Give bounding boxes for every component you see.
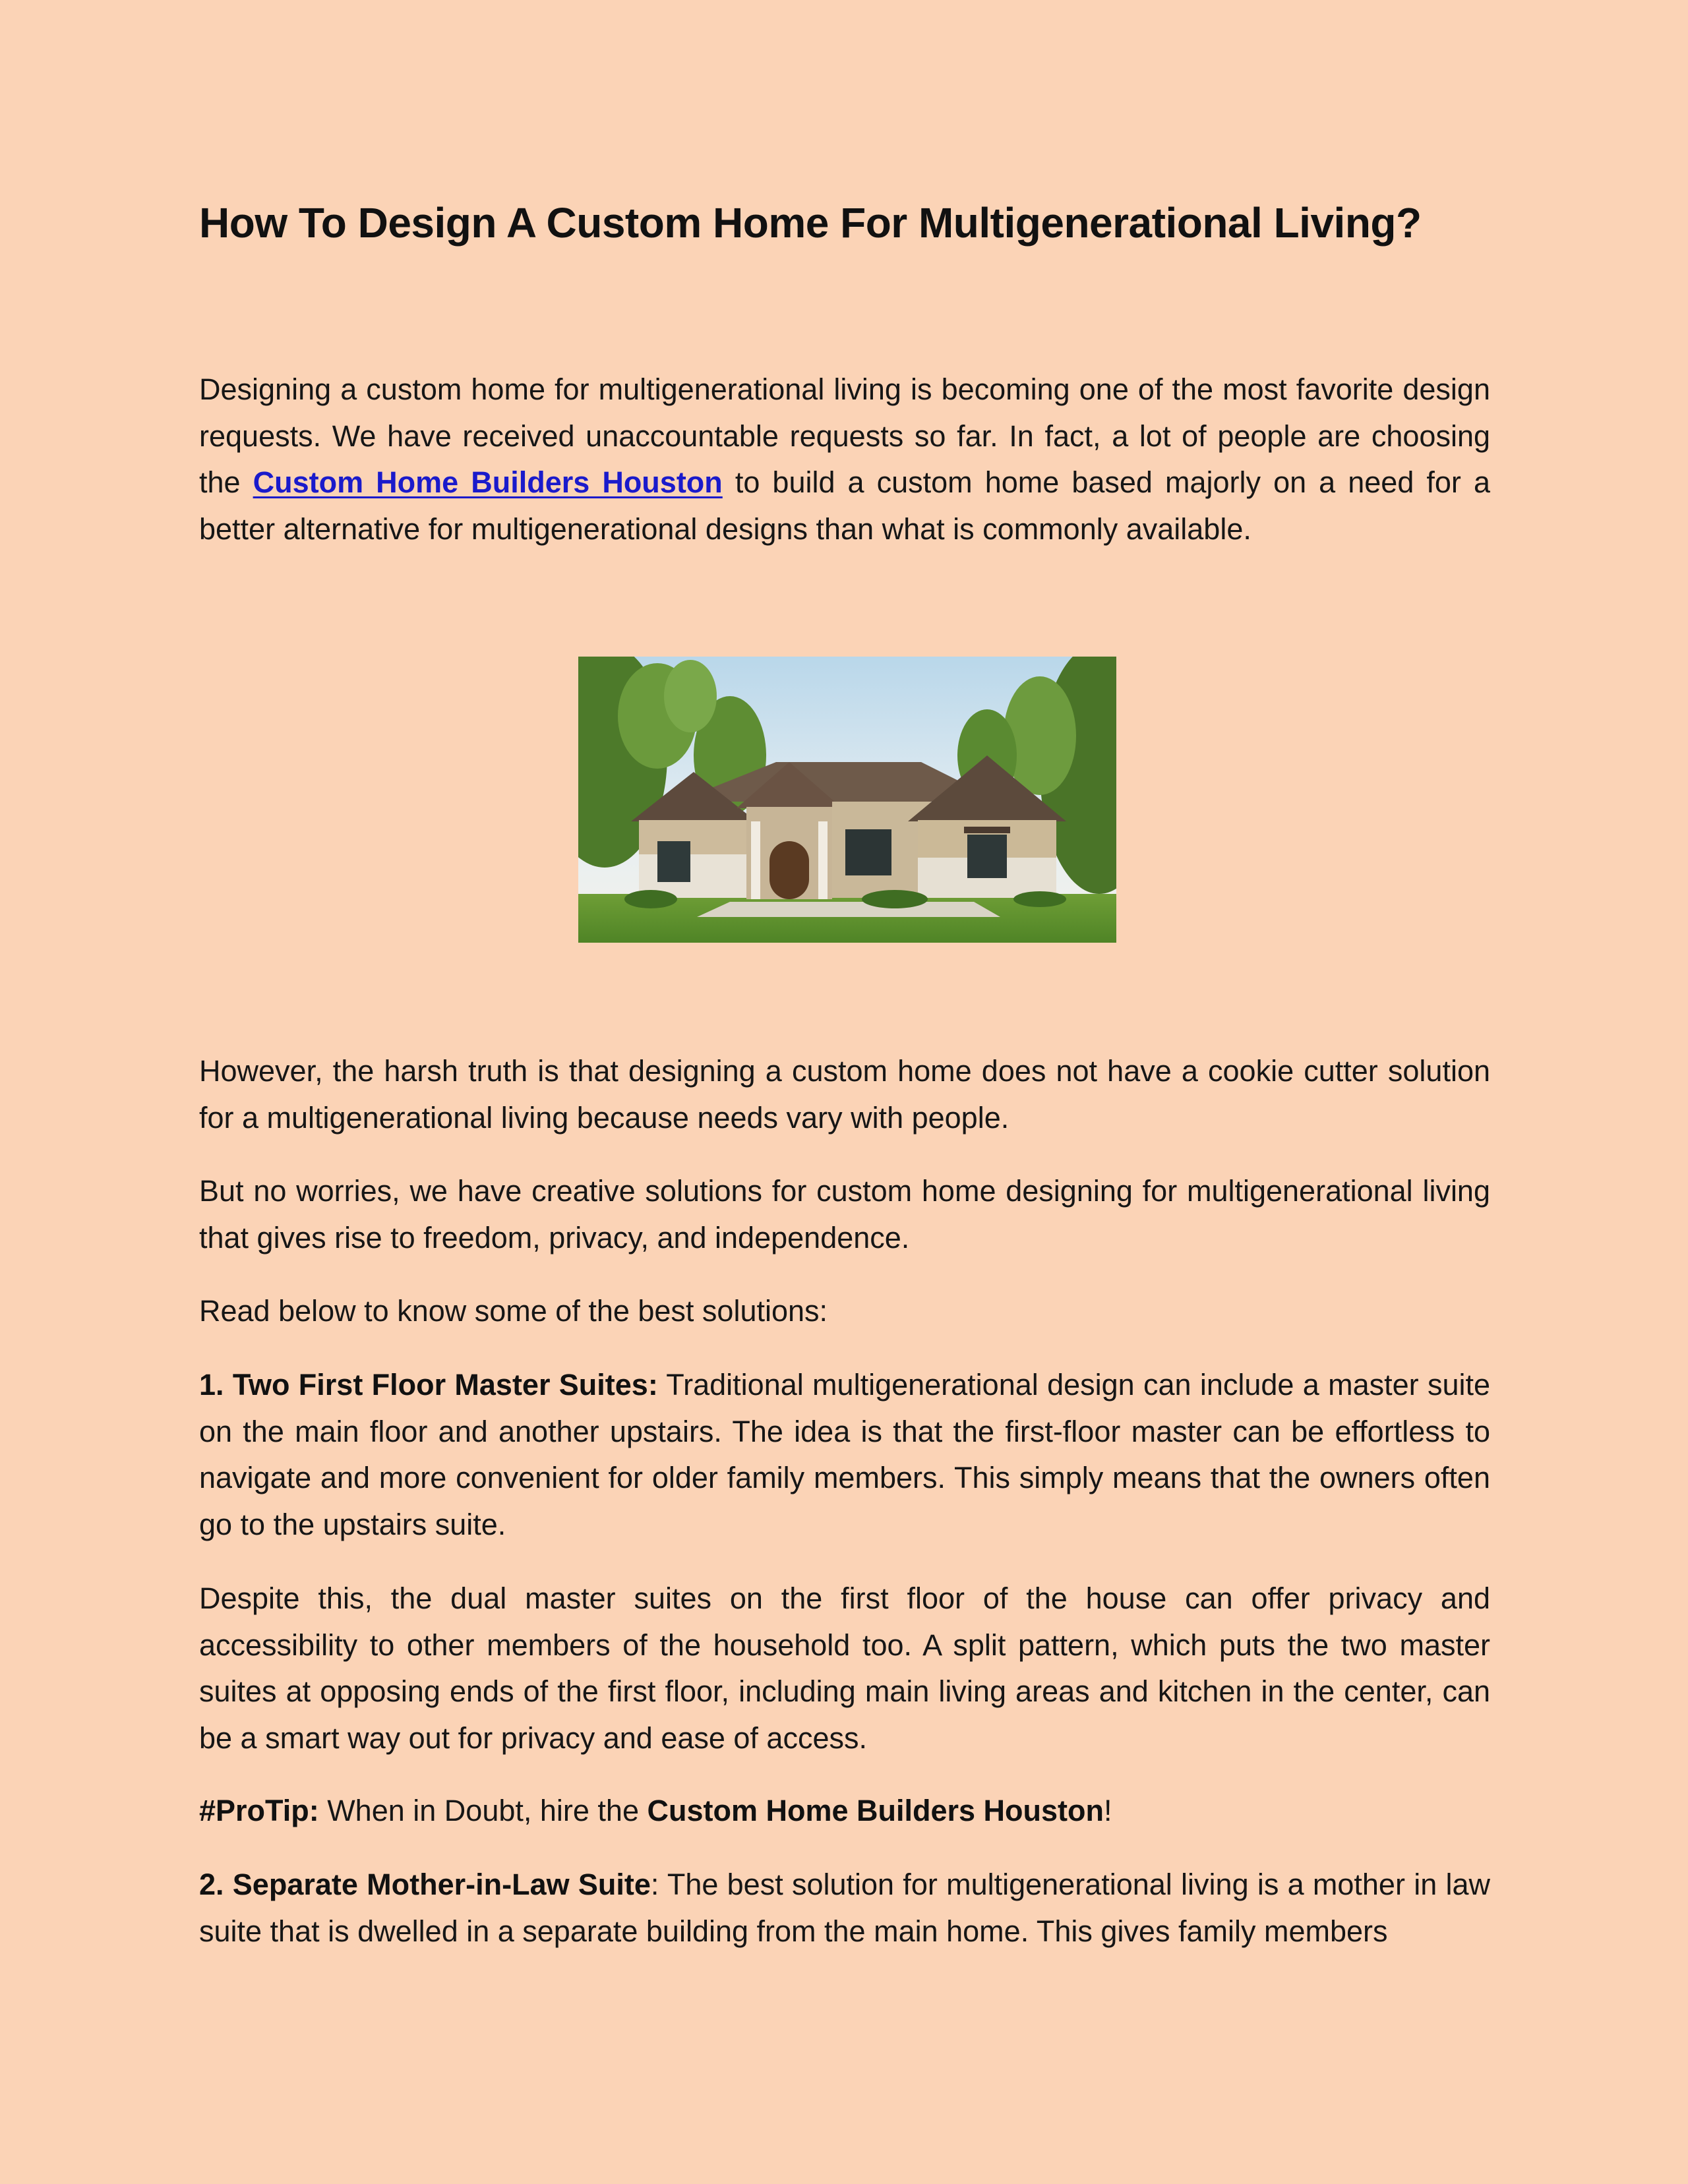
document-page (199, 0, 1490, 2184)
intro-text-start: Designing a custom home for multigenerational living is becoming one of the most favorite design requests. We have received unaccountable requests so far. In fact, a lot of people are choosing the (199, 372, 1490, 499)
protip-builder-name: Custom Home Builders Houston (647, 1794, 1104, 1827)
point-2-body: : The best solution for multigenerational living is a mother in law suite that is dwelled in a separate building from the main home. This gives family members (199, 1868, 1491, 1948)
protip-paragraph (199, 1788, 1490, 1835)
point-1-body: Traditional multigenerational design can include a master suite on the main floor and another upstairs. The idea is that the first-floor master can be effortless to navigate and more convenient for older family members. This simply means that the owners often go to the upstairs suite. (199, 1368, 1490, 1541)
point-2-heading: 2. Separate Mother-in-Law Suite (199, 1868, 651, 1901)
custom-home-builders-houston-link[interactable]: Custom Home Builders Houston (253, 465, 723, 499)
point-2-paragraph (199, 1862, 1490, 1955)
read-below-paragraph: Read below to know some of the best solutions: (199, 1294, 828, 1328)
point-1-paragraph (199, 1362, 1490, 1548)
article-title: How To Design A Custom Home For Multigenerational Living? (199, 199, 1422, 247)
intro-text-end: to build a custom home based majorly on a need for a better alternative for multigenerational designs than what is commonly available. (199, 465, 1490, 546)
point-1-heading: 1. Two First Floor Master Suites: (199, 1368, 658, 1402)
despite-paragraph: Despite this, the dual master suites on the first floor of the house can offer privacy and accessibility to other members of the household too. A split pattern, which puts the two master suites at opposing ends of the first floor, including main living areas and kitchen in the center, can be a smart way out for privacy and ease of access. (199, 1581, 1490, 1755)
protip-body: When in Doubt, hire the (318, 1794, 648, 1827)
worries-paragraph: But no worries, we have creative solutions for custom home designing for multigenerational living that gives rise to freedom, privacy, and independence. (199, 1174, 1490, 1254)
protip-label: #ProTip: (199, 1794, 319, 1827)
house-photo (578, 657, 1116, 943)
truth-paragraph: However, the harsh truth is that designing a custom home does not have a cookie cutter solution for a multigenerational living because needs vary with people. (199, 1054, 1490, 1135)
intro-paragraph (199, 367, 1490, 552)
protip-end: ! (1104, 1794, 1112, 1827)
